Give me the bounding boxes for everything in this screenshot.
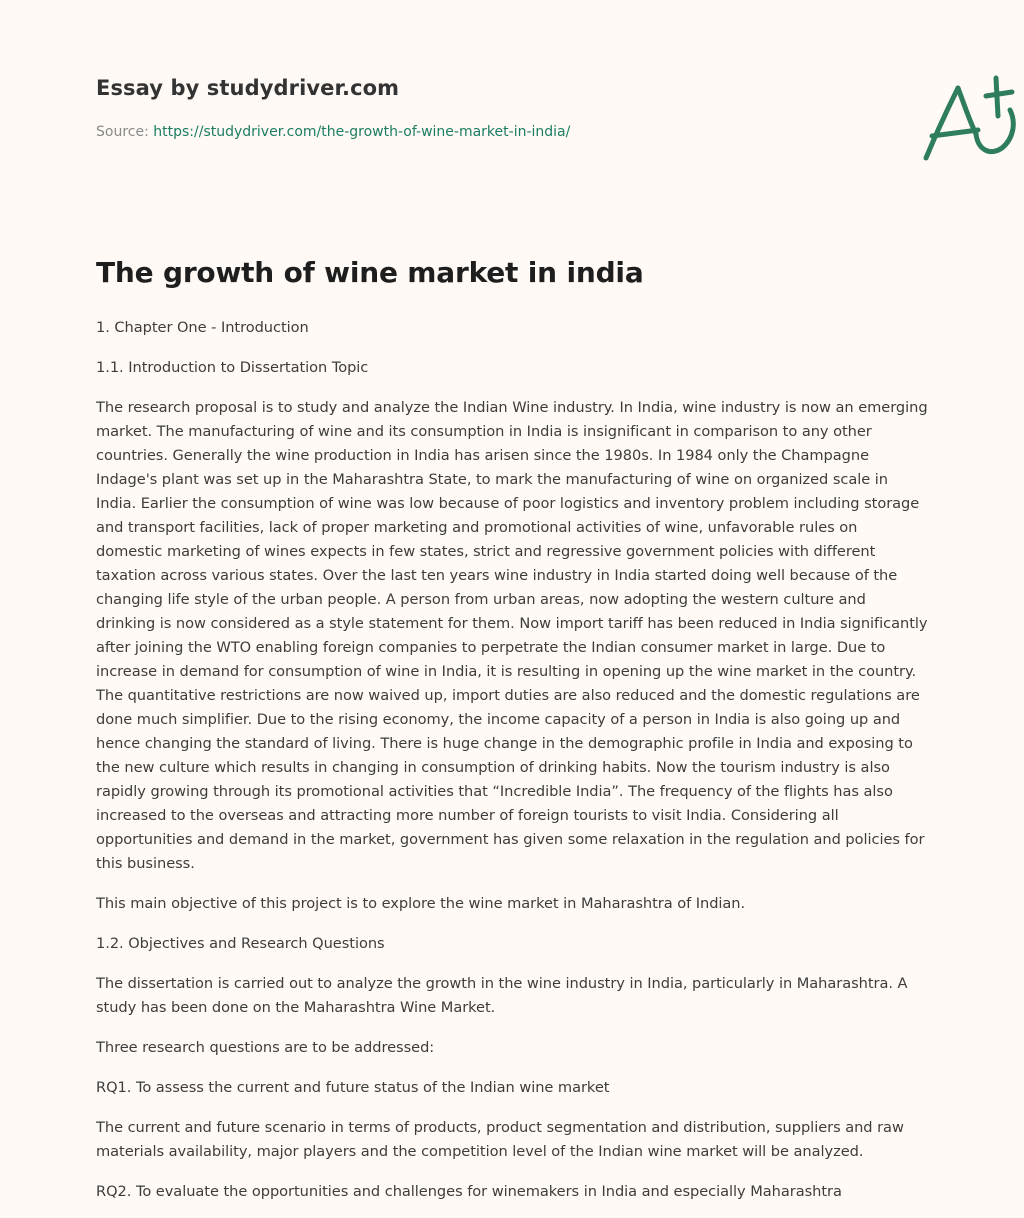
section-heading: 1.1. Introduction to Dissertation Topic: [96, 359, 369, 376]
body-paragraph: Three research questions are to be addressed:: [96, 1039, 435, 1056]
body-paragraph: This main objective of this project is to explore the wine market in Maharashtra of Indian.: [96, 895, 746, 912]
body-paragraph: The research proposal is to study and analyze the Indian Wine industry. In India, wine industry is now an emerging market. The manufacturing of wine and its consumption in India is insignificant in comparison to any other countries. Generally the wine production in India has arisen since the 1980s. In 1984 only the Champagne Indage's plant was set up in the Maharashtra State, to mark the manufacturing of wine on organized scale in India. Earlier the consumption of wine was low because of poor logistics and inventory problem including storage and transport facilities, lack of proper marketing and promotional activities of wine, unfavorable rules on domestic marketing of wines expects in few states, strict and regressive government policies with different taxation across various states. Over the last ten years wine industry in India started doing well because of the changing life style of the urban people. A person from urban areas, now adopting the western culture and drinking is now considered as a style statement for them. Now import tariff has been reduced in India significantly after joining the WTO enabling foreign companies to perpetrate the Indian consumer market in large. Due to increase in demand for consumption of wine in India, it is resulting in opening up the wine market in the country. The quantitative restrictions are now waived up, import duties are also reduced and the domestic regulations are done much simplifier. Due to the rising economy, the income capacity of a person in India is also going up and hence changing the standard of living. There is huge change in the demographic profile in India and exposing to the new culture which results in changing in consumption of drinking habits. Now the tourism industry is also rapidly growing through its promotional activities that “Incredible India”. The frequency of the flights has also increased to the overseas and attracting more number of foreign tourists to visit India. Considering all opportunities and demand in the market, government has given some relaxation in the regulation and policies for this business.: [96, 399, 928, 872]
a-plus-grade-icon: [916, 64, 1024, 168]
site-brand: Essay by studydriver.com: [96, 76, 400, 100]
research-question: RQ2. To evaluate the opportunities and challenges for winemakers in India and especially Maharashtra: [96, 1183, 842, 1200]
research-question: RQ1. To assess the current and future status of the Indian wine market: [96, 1079, 610, 1096]
essay-body: [96, 316, 928, 1218]
page-title: The growth of wine market in india: [96, 256, 644, 289]
source-line: [96, 124, 570, 140]
chapter-heading: 1. Chapter One - Introduction: [96, 319, 309, 336]
section-heading: 1.2. Objectives and Research Questions: [96, 935, 385, 952]
body-paragraph: The dissertation is carried out to analyze the growth in the wine industry in India, particularly in Maharashtra. A study has been done on the Maharashtra Wine Market.: [96, 975, 908, 1016]
body-paragraph: The current and future scenario in terms of products, product segmentation and distribution, suppliers and raw materials availability, major players and the competition level of the Indian wine market will be analyzed.: [96, 1119, 904, 1160]
source-label: Source:: [96, 124, 154, 140]
source-link[interactable]: https://studydriver.com/the-growth-of-wine-market-in-india/: [153, 124, 571, 140]
